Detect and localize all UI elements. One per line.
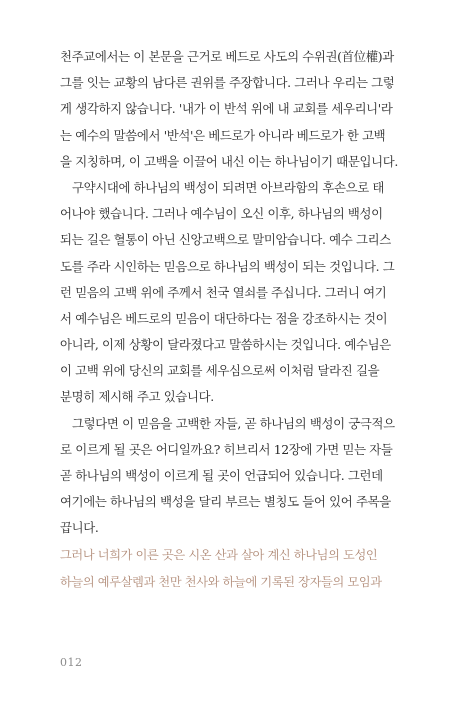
body-line: 어나야 했습니다. 그러나 예수님이 오신 이후, 하나님의 백성이 <box>60 206 383 222</box>
quote-line: 하늘의 예루살렘과 천만 천사와 하늘에 기록된 장자들의 모임과 <box>60 574 382 589</box>
body-line-paragraph-start: 그렇다면 이 믿음을 고백한 자들, 곧 하나님의 백성이 궁극적으 <box>72 415 395 431</box>
scripture-quote <box>60 542 396 595</box>
body-text <box>60 44 396 542</box>
body-line-paragraph-start: 구약시대에 하나님의 백성이 되려면 아브라함의 후손으로 태 <box>72 179 385 195</box>
body-line: 끕니다. <box>60 520 99 536</box>
body-line: 여기에는 하나님의 백성을 달리 부르는 별칭도 들어 있어 주목을 <box>60 494 391 510</box>
body-line: 게 생각하지 않습니다. '내가 이 반석 위에 내 교회를 세우리니'라 <box>60 101 393 117</box>
quote-line: 그러나 너희가 이른 곳은 시온 산과 살아 계신 하나님의 도성인 <box>60 548 378 562</box>
body-line: 로 이르게 될 곳은 어디일까요? 히브리서 12장에 가면 믿는 자들 <box>60 441 393 457</box>
body-line: 아니라, 이제 상황이 달라졌다고 말씀하시는 것입니다. 예수님은 <box>60 337 391 353</box>
body-line: 곧 하나님의 백성이 이르게 될 곳이 언급되어 있습니다. 그런데 <box>60 468 383 483</box>
body-line: 그를 잇는 교황의 남다른 권위를 주장합니다. 그러나 우리는 그렇 <box>60 75 395 91</box>
body-line: 천주교에서는 이 본문을 근거로 베드로 사도의 수위권(首位權)과 <box>60 49 394 64</box>
body-line: 분명히 제시해 주고 있습니다. <box>60 389 214 405</box>
page-number: 012 <box>60 656 83 669</box>
body-line: 런 믿음의 고백 위에 주께서 천국 열쇠를 주십니다. 그러니 여기 <box>60 284 387 300</box>
body-line: 을 지칭하며, 이 고백을 이끌어 내신 이는 하나님이기 때문입니다. <box>60 153 398 169</box>
body-line: 도를 주라 시인하는 믿음으로 하나님의 백성이 되는 것입니다. 그 <box>60 258 395 274</box>
body-line: 서 예수님은 베드로의 믿음이 대단하다는 점을 강조하시는 것이 <box>60 310 388 326</box>
body-line: 이 고백 위에 당신의 교회를 세우심으로써 이처럼 달라진 길을 <box>60 363 380 379</box>
body-line: 되는 길은 혈통이 아닌 신앙고백으로 말미암습니다. 예수 그리스 <box>60 232 391 248</box>
body-line: 는 예수의 말씀에서 '반석'은 베드로가 아니라 베드로가 한 고백 <box>60 127 386 143</box>
